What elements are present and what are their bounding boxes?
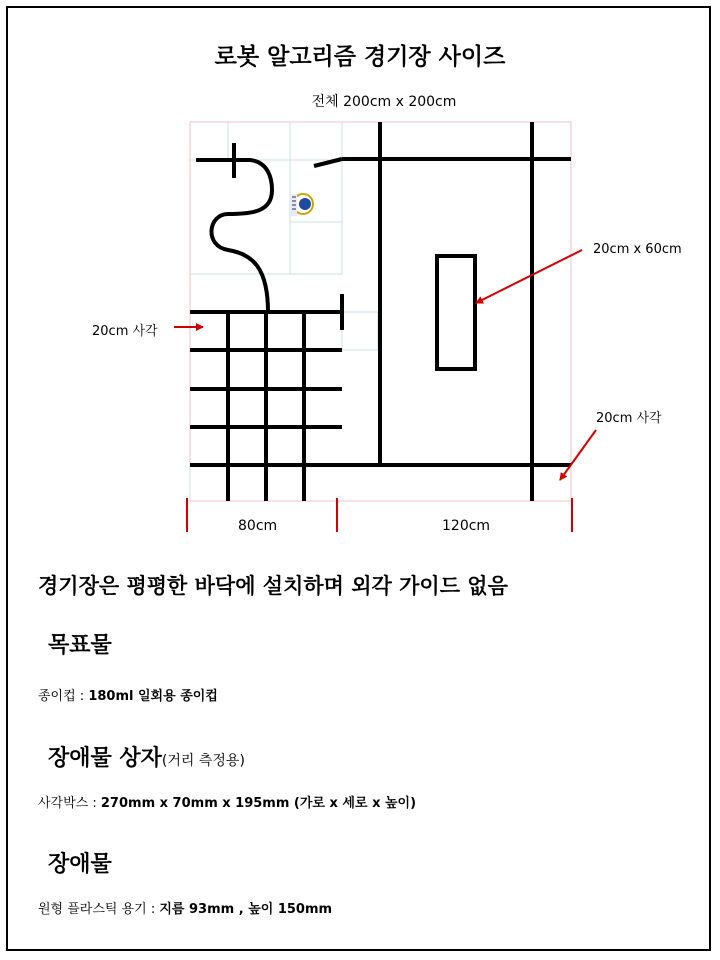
label-square-right: 20cm 사각 [596, 411, 662, 426]
heading-box-note: (거리 측정용) [161, 753, 245, 769]
box-spec-value: 270mm x 70mm x 195mm (가로 x 세로 x 높이) [100, 796, 417, 811]
obstacle-spec-value: 지름 93mm , 높이 150mm [159, 902, 333, 917]
page-title: 로봇 알고리즘 경기장 사이즈 [214, 44, 506, 70]
label-rect: 20cm x 60cm [593, 242, 682, 257]
dimension-right: 120cm [442, 518, 491, 534]
heading-box [48, 741, 245, 772]
obstacle-rect-20x60 [437, 256, 475, 369]
heading-obstacle: 장애물 [48, 852, 112, 877]
track-lines [190, 122, 571, 501]
obstacle-spec [38, 898, 332, 917]
logo-badge-icon [291, 194, 313, 216]
box-spec [38, 792, 416, 811]
arrow-square-right [560, 430, 596, 480]
target-spec-label: 종이컵 : [38, 689, 89, 704]
total-size-label: 전체 200cm x 200cm [311, 94, 457, 110]
obstacle-spec-label: 원형 플라스틱 용기 : [38, 902, 160, 917]
installation-notice: 경기장은 평평한 바닥에 설치하며 외각 가이드 없음 [38, 574, 508, 598]
wavy-track [196, 160, 272, 312]
target-spec [38, 685, 218, 704]
label-square-left: 20cm 사각 [92, 324, 158, 339]
box-spec-label: 사각박스 : [38, 796, 101, 811]
arrow-rect [476, 250, 582, 303]
heading-target: 목표물 [48, 633, 112, 658]
dimension-left: 80cm [238, 518, 278, 534]
target-spec-value: 180ml 일회용 종이컵 [88, 689, 218, 704]
heading-box-main: 장애물 상자 [48, 746, 162, 771]
